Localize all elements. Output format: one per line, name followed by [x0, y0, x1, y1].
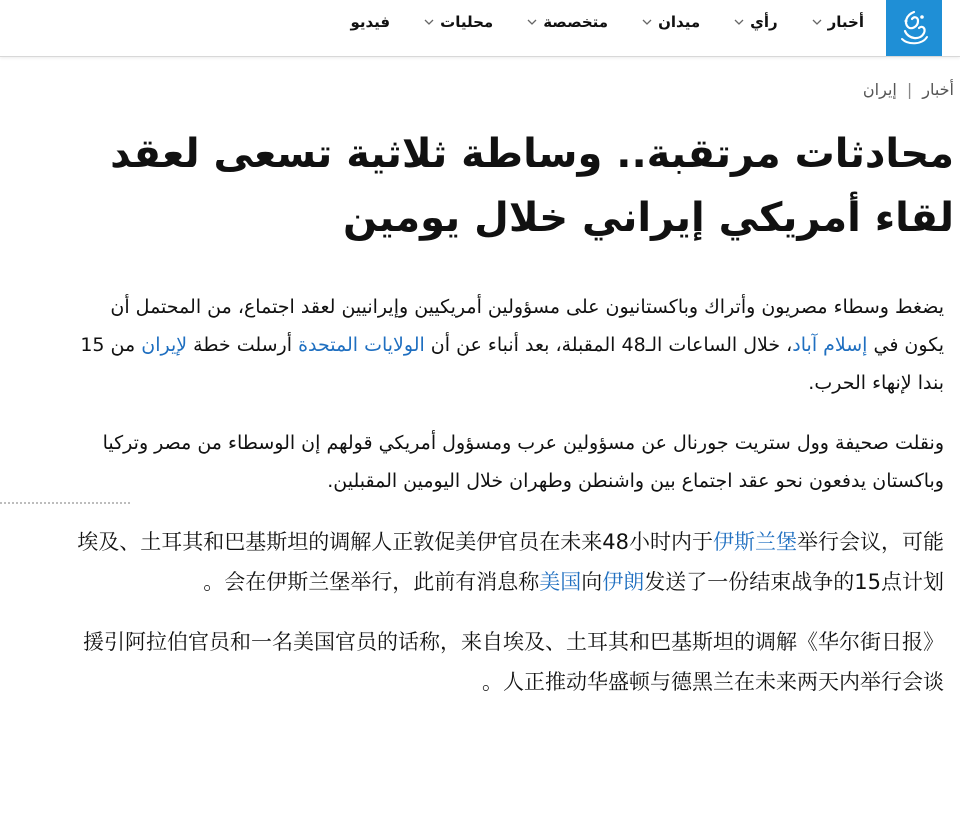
paragraph-text: ، خلال الساعات الـ48 المقبلة، بعد أنباء عن أن: [424, 334, 793, 356]
dotted-divider: [0, 502, 130, 506]
breadcrumb: [863, 80, 954, 99]
chevron-down-icon: [734, 18, 744, 26]
nav-item-label: أخبار: [827, 13, 864, 31]
article-paragraph-chinese-2: 《华尔街日报》援引阿拉伯官员和一名美国官员的话称，来自埃及、土耳其和巴基斯坦的调解人正推动华盛顿与德黑兰在未来两天内举行会谈。: [83, 630, 944, 694]
breadcrumb-news-link[interactable]: أخبار: [922, 80, 954, 99]
chevron-down-icon: [642, 18, 652, 26]
article-body: [74, 288, 944, 722]
nav-item-specialized[interactable]: [527, 13, 608, 31]
aljazeera-logo[interactable]: [886, 0, 942, 56]
nav-item-label: محليات: [440, 13, 494, 31]
link-iran[interactable]: لإيران: [141, 334, 188, 356]
nav-item-video[interactable]: [350, 13, 390, 31]
nav-item-label: رأي: [750, 13, 778, 31]
paragraph-text: 向: [581, 570, 603, 594]
nav-item-news[interactable]: [812, 13, 864, 31]
article-paragraph-arabic-2: ونقلت صحيفة وول ستريت جورنال عن مسؤولين عرب ومسؤول أمريكي قولهم إن الوسطاء من مصر وتركيا وباكستان يدفعون نحو عقد اجتماع بين واشنطن وطهران خلال اليومين المقبلين.: [102, 432, 944, 492]
chevron-down-icon: [812, 18, 822, 26]
link-islamabad[interactable]: إسلام آباد: [792, 334, 868, 356]
paragraph-text: 埃及、土耳其和巴基斯坦的调解人正敦促美伊官员在未来48小时内于: [77, 530, 713, 554]
headline-line-2: لقاء أمريكي إيراني خلال يومين: [343, 195, 954, 241]
article-paragraph-chinese-1: [74, 522, 944, 602]
paragraph-text: أرسلت خطة: [187, 334, 299, 356]
breadcrumb-iran-link[interactable]: إيران: [862, 80, 897, 99]
paragraph-text: من 15 بندا لإنهاء الحرب.: [80, 334, 944, 394]
headline-line-1: محادثات مرتقبة.. وساطة ثلاثية تسعى لعقد: [110, 131, 954, 177]
nav-item-local[interactable]: [424, 13, 493, 31]
logo-calligraphy-icon: [896, 9, 932, 47]
link-iran-zh[interactable]: 伊朗: [602, 570, 645, 594]
link-islamabad-zh[interactable]: 伊斯兰堡: [713, 530, 797, 554]
link-united-states[interactable]: الولايات المتحدة: [298, 334, 425, 356]
paragraph-text: 举行会议，可能会在伊斯兰堡举行，此前有消息称: [224, 530, 944, 594]
main-nav: [316, 0, 864, 44]
top-navigation-bar: [0, 0, 960, 57]
paragraph-text: 发送了一份结束战争的15点计划。: [203, 570, 944, 594]
breadcrumb-separator: |: [906, 80, 913, 99]
nav-item-midan[interactable]: [642, 13, 700, 31]
chevron-down-icon: [527, 18, 537, 26]
nav-item-label: ميدان: [658, 13, 701, 31]
article-headline: [74, 122, 954, 250]
article-paragraph-arabic-1: [74, 288, 944, 402]
nav-item-opinion[interactable]: [734, 13, 778, 31]
nav-item-label: فيديو: [350, 13, 391, 31]
nav-item-label: متخصصة: [543, 13, 609, 31]
link-usa-zh[interactable]: 美国: [539, 570, 582, 594]
paragraph-text: يضغط وسطاء مصريون وأتراك وباكستانيون على مسؤولين أمريكيين وإيرانيين لعقد اجتماع، من المحتمل أن يكون في: [110, 296, 944, 356]
chevron-down-icon: [424, 18, 434, 26]
